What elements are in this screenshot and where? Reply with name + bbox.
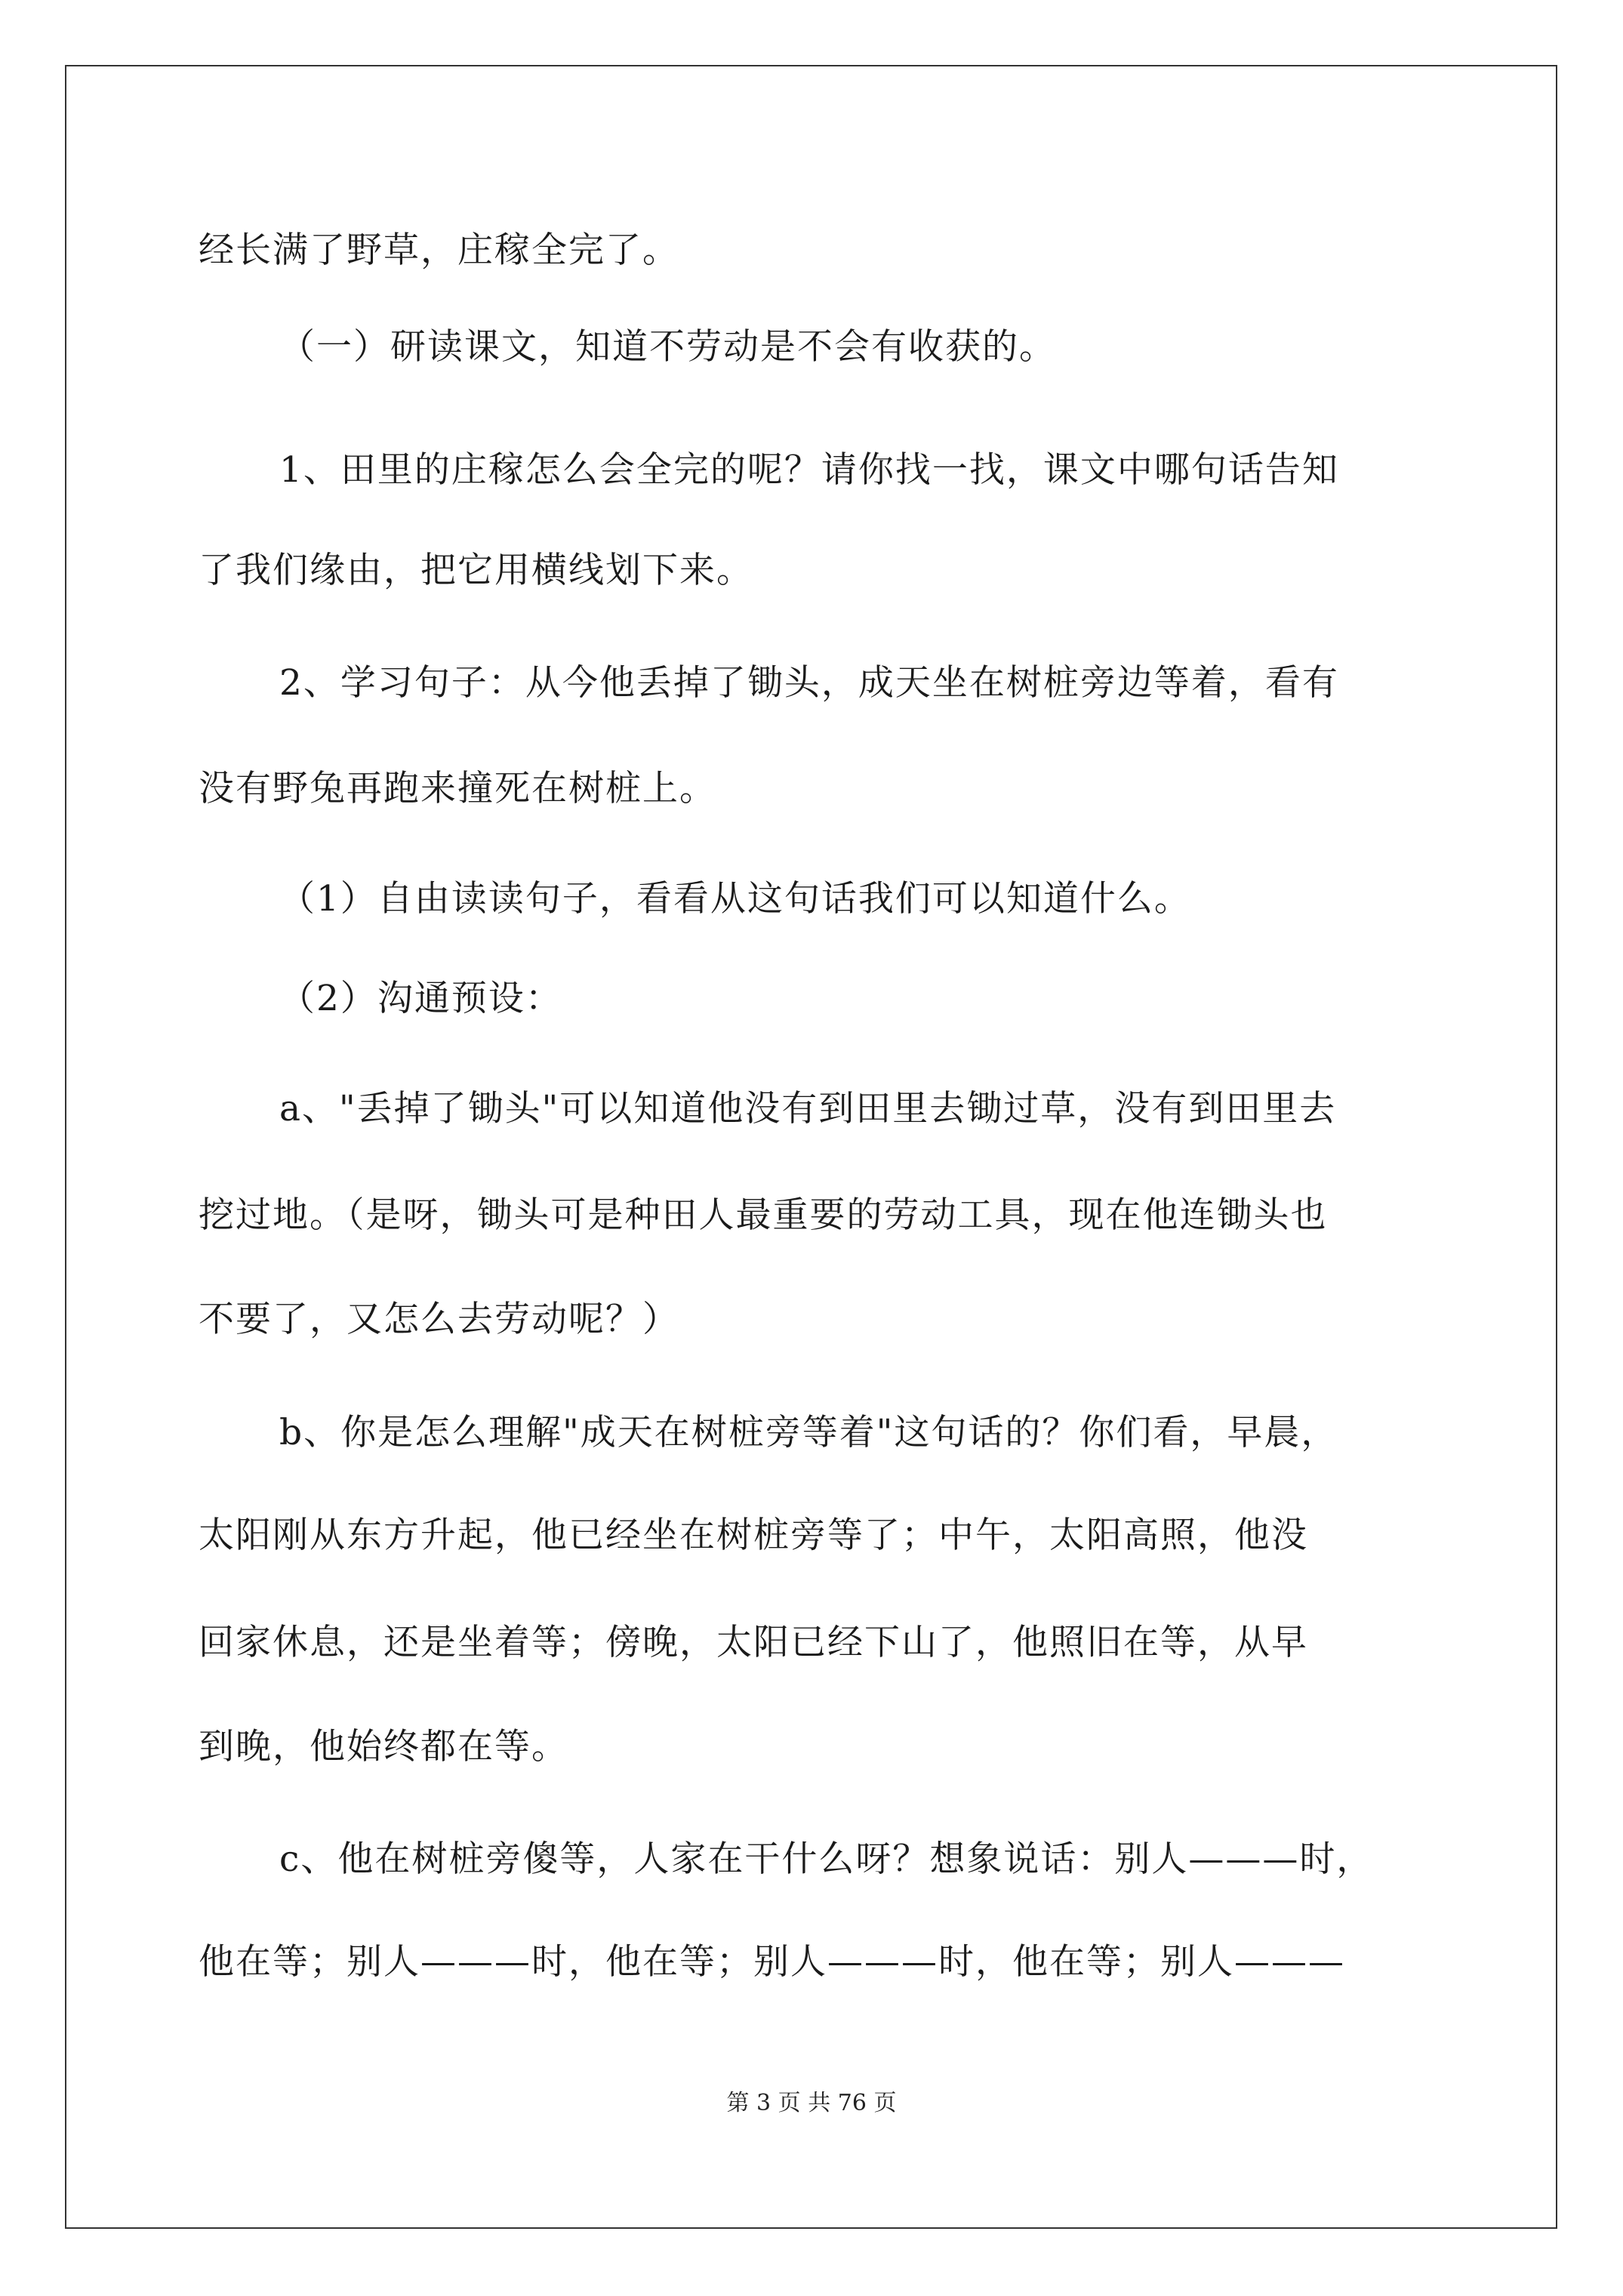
text-line-13: 太阳刚从东方升起，他已经坐在树桩旁等了；中午，太阳高照，他没 — [199, 1515, 1308, 1556]
text-line-4: 了我们缘由，把它用横线划下来。 — [199, 550, 753, 591]
text-line-14: 回家休息，还是坐着等；傍晚，太阳已经下山了，他照旧在等，从早 — [199, 1622, 1308, 1663]
text-line-11: 不要了，又怎么去劳动呢？） — [199, 1299, 679, 1340]
text-line-15: 到晚，他始终都在等。 — [199, 1726, 568, 1767]
text-line-3: 1、田里的庄稼怎么会全完的呢？请你找一找，课文中哪句话告知 — [279, 449, 1339, 491]
page-border — [65, 65, 1557, 2229]
text-line-1: 经长满了野草，庄稼全完了。 — [199, 230, 679, 271]
text-line-6: 没有野兔再跑来撞死在树桩上。 — [199, 768, 716, 809]
text-line-10: 挖过地。（是呀，锄头可是种田人最重要的劳动工具，现在他连锄头也 — [199, 1194, 1328, 1236]
text-line-17: 他在等；别人———时，他在等；别人———时，他在等；别人——— — [199, 1941, 1345, 1983]
text-line-8: （2）沟通预设： — [279, 978, 562, 1019]
text-line-16: c、他在树桩旁傻等，人家在干什么呀？想象说话：别人———时， — [279, 1838, 1374, 1880]
text-line-2: （一）研读课文，知道不劳动是不会有收获的。 — [279, 326, 1056, 368]
text-line-9: a、"丢掉了锄头"可以知道他没有到田里去锄过草，没有到田里去 — [279, 1088, 1337, 1130]
page-number-footer: 第 3 页 共 76 页 — [726, 2090, 897, 2116]
text-line-7: （1）自由读读句子，看看从这句话我们可以知道什么。 — [279, 878, 1191, 920]
text-line-12: b、你是怎么理解"成天在树桩旁等着"这句话的？你们看，早晨， — [279, 1412, 1338, 1453]
text-line-5: 2、学习句子：从今他丢掉了锄头，成天坐在树桩旁边等着，看有 — [279, 662, 1339, 704]
